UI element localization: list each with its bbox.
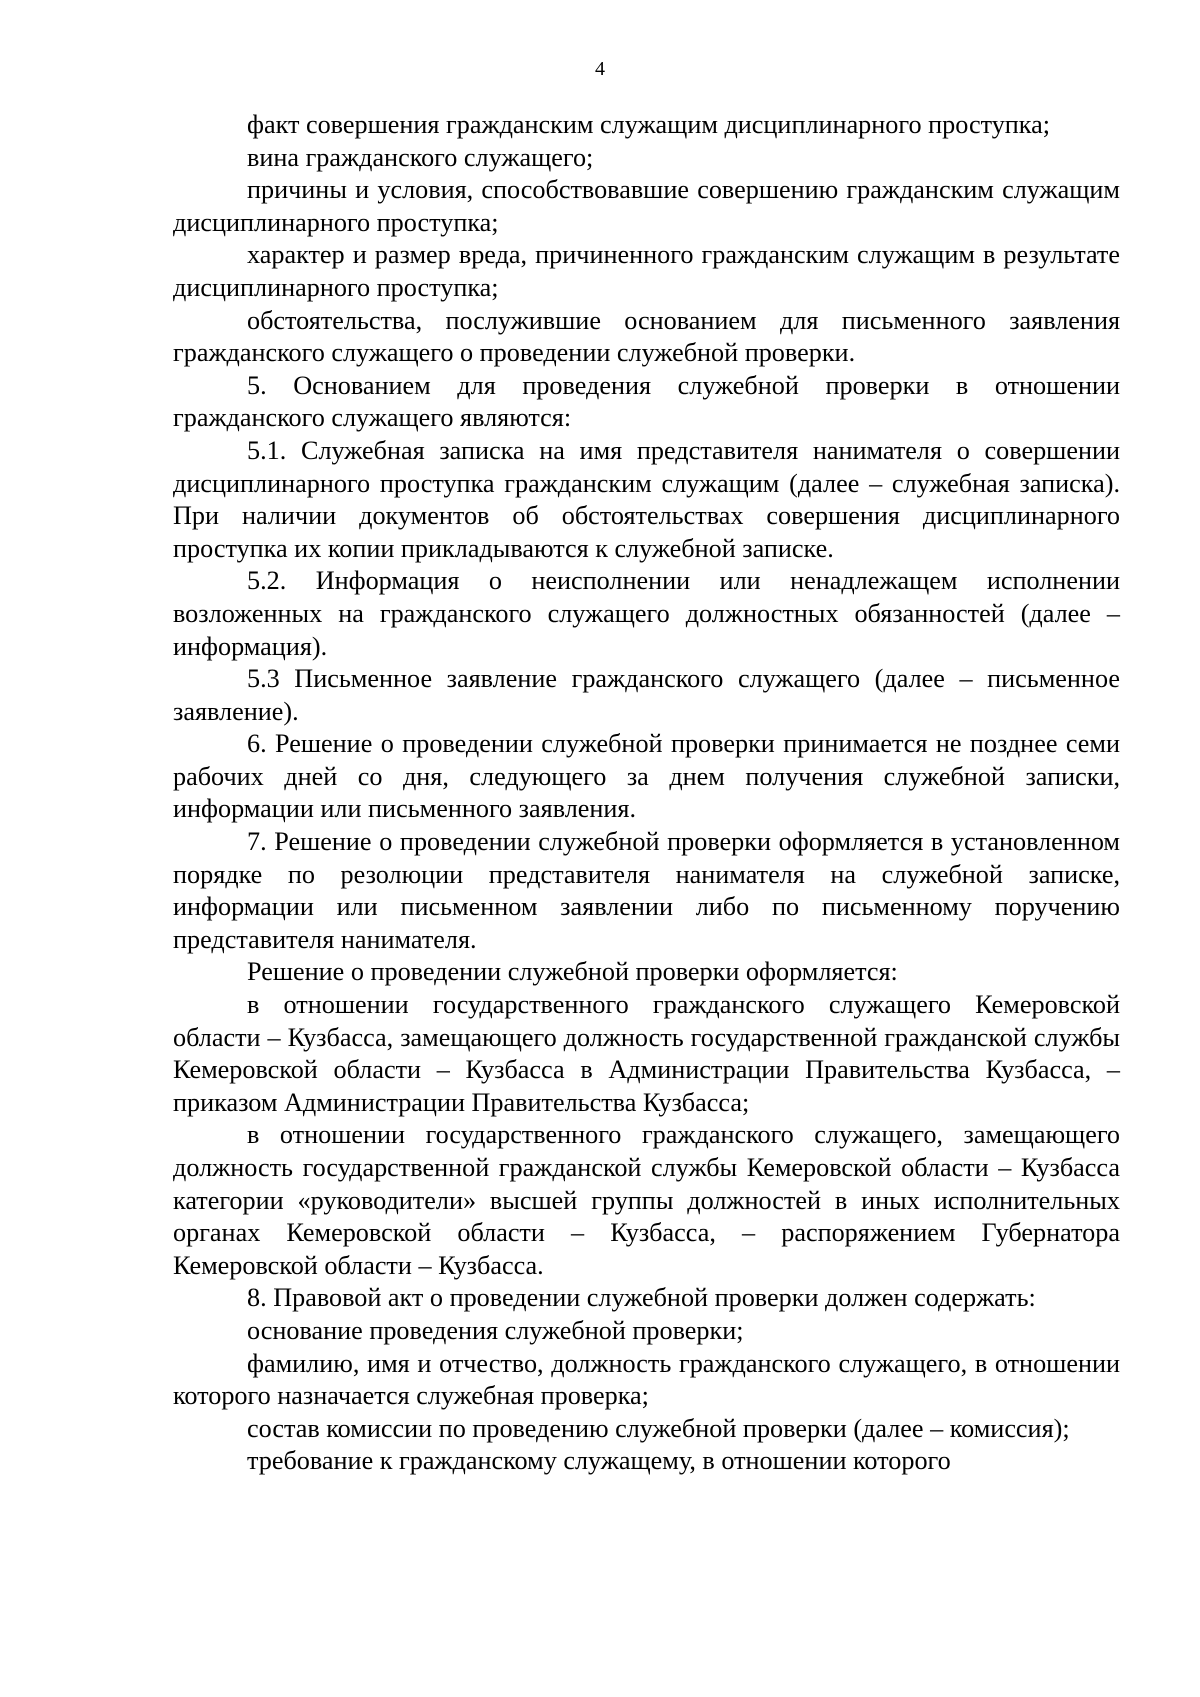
paragraph: в отношении государственного гражданского служащего, замещающего должность государственной гражданской службы Кемеровской области – Кузбасса категории «руководители» высшей группы должностей в иных исполнительных органах Кемеровской области – Кузбасса, – распоряжением Губернатора Кемеровской области – Кузбасса.	[173, 1120, 1120, 1280]
paragraph: характер и размер вреда, причиненного гражданским служащим в результате дисциплинарного проступка;	[173, 240, 1120, 302]
paragraph: 6. Решение о проведении служебной проверки принимается не позднее семи рабочих дней со дня, следующего за днем получения служебной записки, информации или письменного заявления.	[173, 729, 1120, 824]
paragraph: 7. Решение о проведении служебной проверки оформляется в установленном порядке по резолюции представителя нанимателя на служебной записке, информации или письменном заявлении либо по письменному поручению представителя нанимателя.	[173, 827, 1120, 954]
paragraph: основание проведения служебной проверки;	[247, 1315, 744, 1345]
paragraph: причины и условия, способствовавшие совершению гражданским служащим дисциплинарного проступка;	[173, 175, 1120, 237]
paragraph: обстоятельства, послужившие основанием для письменного заявления гражданского служащего о проведении служебной проверки.	[173, 305, 1120, 368]
document-body	[173, 109, 1120, 1478]
paragraph: 5.2. Информация о неисполнении или ненадлежащем исполнении возложенных на гражданского служащего должностных обязанностей (далее – информация).	[173, 566, 1120, 661]
paragraph: фамилию, имя и отчество, должность гражданского служащего, в отношении которого назначается служебная проверка;	[173, 1348, 1120, 1411]
paragraph: требование к гражданскому служащему, в отношении которого	[247, 1446, 951, 1476]
paragraph: Решение о проведении служебной проверки оформляется:	[247, 957, 898, 987]
paragraph: в отношении государственного гражданского служащего Кемеровской области – Кузбасса, замещающего должность государственной гражданской службы Кемеровской области – Кузбасса в Администрации Правительства Кузбасса, – приказом Администрации Правительства Кузбасса;	[173, 990, 1120, 1117]
paragraph: вина гражданского служащего;	[247, 142, 594, 172]
paragraph: 5.1. Служебная записка на имя представителя нанимателя о совершении дисциплинарного проступка гражданским служащим (далее – служебная записка). При наличии документов об обстоятельствах совершения дисциплинарного проступка их копии прикладываются к служебной записке.	[173, 435, 1120, 563]
paragraph: состав комиссии по проведению служебной проверки (далее – комиссия);	[247, 1413, 1070, 1443]
page-number: 4	[595, 58, 605, 80]
paragraph: факт совершения гражданским служащим дисциплинарного проступка;	[247, 110, 1051, 139]
paragraph: 5. Основанием для проведения служебной проверки в отношении гражданского служащего являются:	[173, 370, 1120, 433]
paragraph: 8. Правовой акт о проведении служебной проверки должен содержать:	[247, 1283, 1036, 1313]
paragraph: 5.3 Письменное заявление гражданского служащего (далее – письменное заявление).	[173, 664, 1120, 726]
